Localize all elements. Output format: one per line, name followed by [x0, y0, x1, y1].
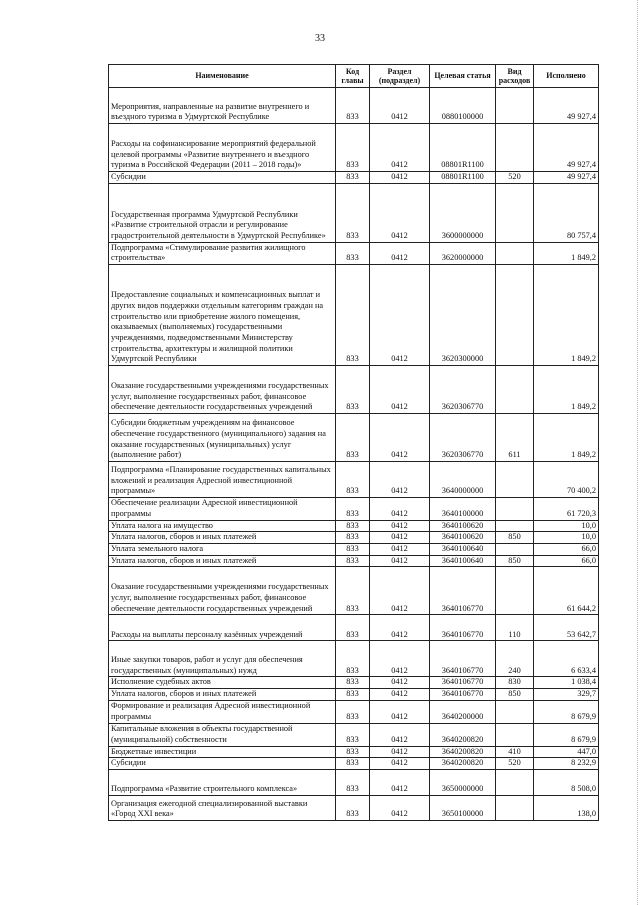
table-row [109, 543, 599, 555]
cell-section: 0412 [370, 700, 430, 723]
cell-section: 0412 [370, 498, 430, 520]
table-row [109, 124, 599, 172]
cell-target: 3620300000 [430, 265, 496, 366]
cell-section: 0412 [370, 532, 430, 544]
table-row [109, 462, 599, 498]
cell-target: 3640200820 [430, 723, 496, 746]
cell-amount: 53 642,7 [534, 615, 599, 641]
cell-name: Субсидии [109, 758, 336, 770]
cell-code: 833 [336, 567, 370, 615]
cell-name: Подпрограмма «Стимулирование развития жилищного строительства» [109, 242, 336, 264]
cell-section: 0412 [370, 520, 430, 532]
cell-target: 3650100000 [430, 796, 496, 821]
cell-target: 3640106770 [430, 689, 496, 701]
cell-type [496, 700, 534, 723]
cell-target: 3620306770 [430, 414, 496, 462]
cell-code: 833 [336, 689, 370, 701]
cell-code: 833 [336, 615, 370, 641]
header-name: Наименование [109, 65, 336, 88]
cell-code: 833 [336, 796, 370, 821]
cell-target: 3640000000 [430, 462, 496, 498]
table-row [109, 641, 599, 677]
cell-section: 0412 [370, 265, 430, 366]
cell-type [496, 462, 534, 498]
cell-amount: 49 927,4 [534, 124, 599, 172]
cell-type [496, 723, 534, 746]
table-row [109, 414, 599, 462]
table-row [109, 758, 599, 770]
header-target: Целевая статья [430, 65, 496, 88]
cell-name: Оказание государственными учреждениями государственных услуг, выполнение государственных работ, финансовое обеспечение деятельности государственных учреждений [109, 567, 336, 615]
cell-type [496, 124, 534, 172]
cell-amount: 1 849,2 [534, 414, 599, 462]
cell-name: Мероприятия, направленные на развитие внутреннего и въездного туризма в Удмуртской Республике [109, 88, 336, 124]
header-type: Вид расходов [496, 65, 534, 88]
cell-section: 0412 [370, 183, 430, 242]
table-row [109, 498, 599, 520]
cell-target: 3640100620 [430, 520, 496, 532]
cell-amount: 70 400,2 [534, 462, 599, 498]
cell-amount: 80 757,4 [534, 183, 599, 242]
table-row [109, 172, 599, 184]
cell-amount: 66,0 [534, 555, 599, 567]
cell-code: 833 [336, 677, 370, 689]
cell-section: 0412 [370, 641, 430, 677]
page-number: 33 [315, 33, 325, 44]
cell-target: 3640106770 [430, 567, 496, 615]
cell-type: 850 [496, 532, 534, 544]
table-row [109, 366, 599, 414]
table-row [109, 265, 599, 366]
cell-code: 833 [336, 498, 370, 520]
cell-code: 833 [336, 641, 370, 677]
table-row [109, 183, 599, 242]
cell-amount: 138,0 [534, 796, 599, 821]
cell-target: 3640100620 [430, 532, 496, 544]
cell-type [496, 183, 534, 242]
cell-name: Расходы на выплаты персоналу казённых учреждений [109, 615, 336, 641]
cell-code: 833 [336, 124, 370, 172]
cell-target: 3640100640 [430, 555, 496, 567]
cell-code: 833 [336, 183, 370, 242]
table-row [109, 723, 599, 746]
budget-table [108, 64, 599, 821]
table-row [109, 700, 599, 723]
cell-section: 0412 [370, 366, 430, 414]
cell-name: Исполнение судебных актов [109, 677, 336, 689]
cell-name: Подпрограмма «Планирование государственных капитальных вложений и реализация Адресной инвестиционной программы» [109, 462, 336, 498]
cell-target: 08801R1100 [430, 172, 496, 184]
cell-type [496, 796, 534, 821]
cell-code: 833 [336, 700, 370, 723]
cell-amount: 6 633,4 [534, 641, 599, 677]
cell-code: 833 [336, 366, 370, 414]
table-row [109, 567, 599, 615]
cell-code: 833 [336, 88, 370, 124]
cell-amount: 49 927,4 [534, 88, 599, 124]
cell-code: 833 [336, 758, 370, 770]
table-row [109, 689, 599, 701]
table-row [109, 770, 599, 796]
cell-name: Уплата налогов, сборов и иных платежей [109, 689, 336, 701]
cell-target: 3640106770 [430, 677, 496, 689]
cell-type: 110 [496, 615, 534, 641]
cell-section: 0412 [370, 723, 430, 746]
cell-target: 3650000000 [430, 770, 496, 796]
cell-type: 520 [496, 172, 534, 184]
cell-target: 3640200820 [430, 758, 496, 770]
cell-type [496, 770, 534, 796]
header-section: Раздел (подраздел) [370, 65, 430, 88]
cell-amount: 447,0 [534, 746, 599, 758]
cell-name: Государственная программа Удмуртской Республики «Развитие строительной отрасли и регулирование градостроительной деятельности в Удмуртской Республике» [109, 183, 336, 242]
cell-type [496, 543, 534, 555]
cell-code: 833 [336, 532, 370, 544]
cell-code: 833 [336, 414, 370, 462]
cell-section: 0412 [370, 543, 430, 555]
cell-type: 830 [496, 677, 534, 689]
cell-code: 833 [336, 723, 370, 746]
cell-target: 3640200000 [430, 700, 496, 723]
cell-name: Подпрограмма «Развитие строительного комплекса» [109, 770, 336, 796]
cell-section: 0412 [370, 88, 430, 124]
cell-name: Расходы на софинансирование мероприятий федеральной целевой программы «Развитие внутреннего и въездного туризма в Российской Федерации (2011 – 2018 годы)» [109, 124, 336, 172]
cell-name: Организация ежегодной специализированной выставки «Город XXI века» [109, 796, 336, 821]
cell-section: 0412 [370, 689, 430, 701]
cell-amount: 8 679,9 [534, 700, 599, 723]
cell-type: 240 [496, 641, 534, 677]
cell-target: 3640100640 [430, 543, 496, 555]
cell-amount: 10,0 [534, 532, 599, 544]
cell-name: Оказание государственными учреждениями государственных услуг, выполнение государственных работ, финансовое обеспечение деятельности государственных учреждений [109, 366, 336, 414]
table-row [109, 615, 599, 641]
cell-section: 0412 [370, 172, 430, 184]
cell-section: 0412 [370, 677, 430, 689]
cell-type: 520 [496, 758, 534, 770]
cell-section: 0412 [370, 746, 430, 758]
cell-section: 0412 [370, 770, 430, 796]
cell-amount: 8 232,9 [534, 758, 599, 770]
cell-name: Уплата налогов, сборов и иных платежей [109, 532, 336, 544]
cell-section: 0412 [370, 242, 430, 264]
cell-amount: 66,0 [534, 543, 599, 555]
cell-type: 410 [496, 746, 534, 758]
cell-code: 833 [336, 543, 370, 555]
cell-code: 833 [336, 770, 370, 796]
cell-code: 833 [336, 520, 370, 532]
cell-name: Уплата налога на имущество [109, 520, 336, 532]
table-row [109, 677, 599, 689]
cell-section: 0412 [370, 796, 430, 821]
cell-type [496, 366, 534, 414]
cell-type: 611 [496, 414, 534, 462]
cell-name: Бюджетные инвестиции [109, 746, 336, 758]
cell-amount: 8 508,0 [534, 770, 599, 796]
cell-code: 833 [336, 172, 370, 184]
table-row [109, 520, 599, 532]
cell-name: Уплата налогов, сборов и иных платежей [109, 555, 336, 567]
cell-section: 0412 [370, 758, 430, 770]
cell-amount: 49 927,4 [534, 172, 599, 184]
cell-type: 850 [496, 555, 534, 567]
header-code: Код главы [336, 65, 370, 88]
table-row [109, 746, 599, 758]
cell-section: 0412 [370, 567, 430, 615]
cell-section: 0412 [370, 615, 430, 641]
cell-amount: 1 849,2 [534, 366, 599, 414]
table-header-row [109, 65, 599, 88]
cell-type [496, 88, 534, 124]
cell-type [496, 265, 534, 366]
cell-amount: 10,0 [534, 520, 599, 532]
cell-section: 0412 [370, 462, 430, 498]
table-row [109, 532, 599, 544]
cell-name: Капитальные вложения в объекты государственной (муниципальной) собственности [109, 723, 336, 746]
cell-amount: 61 720,3 [534, 498, 599, 520]
cell-amount: 1 038,4 [534, 677, 599, 689]
cell-type: 850 [496, 689, 534, 701]
cell-amount: 1 849,2 [534, 242, 599, 264]
cell-name: Формирование и реализация Адресной инвестиционной программы [109, 700, 336, 723]
cell-target: 3620000000 [430, 242, 496, 264]
cell-name: Обеспечение реализации Адресной инвестиционной программы [109, 498, 336, 520]
cell-amount: 1 849,2 [534, 265, 599, 366]
cell-target: 3640100000 [430, 498, 496, 520]
cell-target: 3640106770 [430, 615, 496, 641]
cell-amount: 61 644,2 [534, 567, 599, 615]
cell-amount: 329,7 [534, 689, 599, 701]
cell-section: 0412 [370, 555, 430, 567]
cell-code: 833 [336, 555, 370, 567]
cell-target: 3600000000 [430, 183, 496, 242]
table-row [109, 88, 599, 124]
cell-type [496, 498, 534, 520]
cell-name: Иные закупки товаров, работ и услуг для обеспечения государственных (муниципальных) нужд [109, 641, 336, 677]
table-row [109, 555, 599, 567]
cell-target: 0880100000 [430, 88, 496, 124]
table-row [109, 242, 599, 264]
cell-target: 3640200820 [430, 746, 496, 758]
cell-code: 833 [336, 265, 370, 366]
cell-type [496, 567, 534, 615]
cell-code: 833 [336, 242, 370, 264]
cell-type [496, 520, 534, 532]
table-row [109, 796, 599, 821]
header-done: Исполнено [534, 65, 599, 88]
cell-section: 0412 [370, 124, 430, 172]
cell-type [496, 242, 534, 264]
cell-target: 3640106770 [430, 641, 496, 677]
cell-target: 08801R1100 [430, 124, 496, 172]
cell-amount: 8 679,9 [534, 723, 599, 746]
cell-code: 833 [336, 462, 370, 498]
cell-name: Уплата земельного налога [109, 543, 336, 555]
cell-name: Предоставление социальных и компенсационных выплат и других видов поддержки отдельным категориям граждан на строительство или приобретение жилого помещения, оказываемых (выполняемых) государственными учреждениями, подведомственными Министерству строительства, архитектуры и жилищной политики Удмуртской Республики [109, 265, 336, 366]
cell-code: 833 [336, 746, 370, 758]
cell-target: 3620306770 [430, 366, 496, 414]
cell-name: Субсидии бюджетным учреждениям на финансовое обеспечение государственного (муниципального) задания на оказание государственных (муниципальных) услуг (выполнение работ) [109, 414, 336, 462]
cell-section: 0412 [370, 414, 430, 462]
cell-name: Субсидии [109, 172, 336, 184]
